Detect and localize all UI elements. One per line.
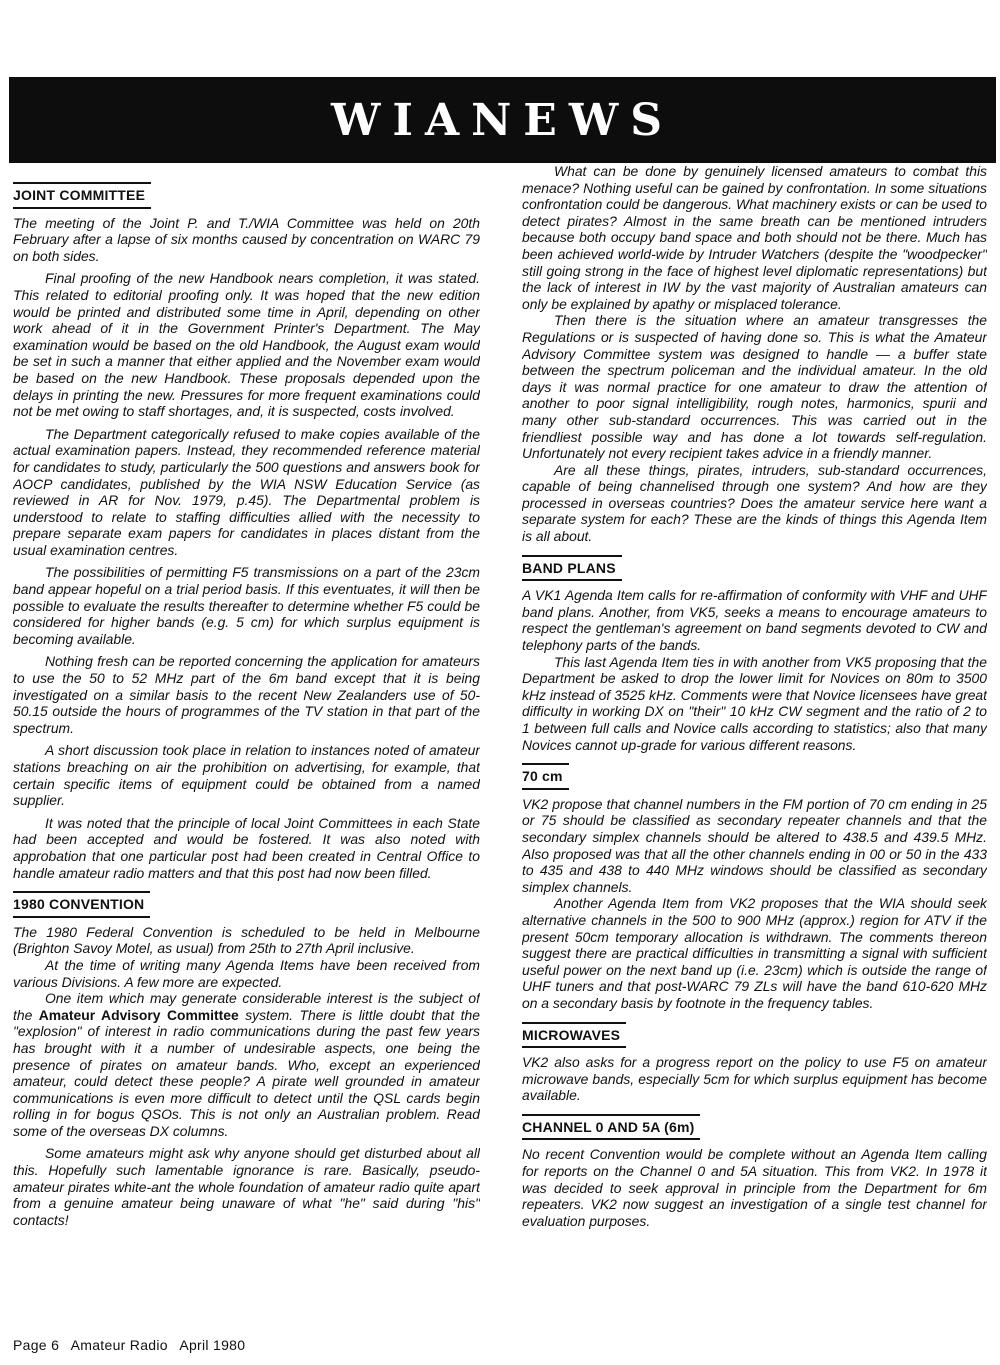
paragraph-text: system. There is little doubt that the "explosion" of interest in radio communications during the past few years has brought with it a number of undesirable aspects, one being the presence of pirates on amateur bands. Who, except an experienced amateur, could detect these people? A pirate well grounded in amateur communications is even more difficult to detect until the QSL cards begin rolling in for bogus QSOs. This is not only an Australian problem. Read some of the overseas DX columns. — [13, 1006, 480, 1139]
masthead-title: WIANEWS — [330, 95, 675, 146]
paragraph: At the time of writing many Agenda Items have been received from various Divisions. A few more are expected. — [13, 956, 480, 990]
paragraph: A VK1 Agenda Item calls for re-affirmation of conformity with VHF and UHF band plans. Another, from VK5, seeks a means to encourage amateurs to respect the gentleman's agreement on band segments devoted to CW and telephony parts of the bands. — [522, 587, 987, 654]
paragraph: Another Agenda Item from VK2 proposes that the WIA should seek alternative channels in the 500 to 900 MHz (approx.) region for ATV if the present 50cm temporary allocation is withdrawn. The comments thereon suggest there are practical difficulties in transmitting a signal with sufficient useful power on the next band up (i.e. 23cm) which is outside the range of UHF tuners and that post-WARC 79 ZLs will have the band 610-620 MHz on a secondary basis by footnote in the frequency tables. — [522, 895, 987, 1011]
paragraph: The 1980 Federal Convention is scheduled to be held in Melbourne (Brighton Savoy Motel, as usual) from 25th to 27th April inclusive. — [13, 923, 480, 957]
bold-term: Amateur Advisory Committee — [38, 1006, 239, 1023]
paragraph: What can be done by genuinely licensed amateurs to combat this menace? Nothing useful can be gained by confrontation. In some situations confrontation could be dangerous. What machinery exists or can be used to detect pirates? Almost in the same breath can be mentioned intruders because both occupy band space and both should not be there. Much has been achieved world-wide by Intruder Watchers (despite the "woodpecker" still going strong in the face of highest level diplomatic representations) but the lack of interest in IW by the vast majority of Australian amateurs can only be explained by apathy or misplaced tolerance. — [522, 163, 987, 312]
right-column — [522, 163, 987, 1313]
paragraph: Some amateurs might ask why anyone should get disturbed about all this. Hopefully such lamentable ignorance is rare. Basically, pseudo-amateur pirates white-ant the whole foundation of amateur radio quite apart from a genuine amateur being unaware of what "he" said during "his" contacts! — [13, 1145, 480, 1228]
section-heading-band-plans: BAND PLANS — [522, 555, 622, 582]
page-number: Page 6 — [13, 1337, 60, 1353]
paragraph: Are all these things, pirates, intruders, sub-standard occurrences, capable of being channelised through one system? And how are they processed in overseas countries? Does the amateur service here want a separate system for each? These are the kinds of things this Agenda Item is all about. — [522, 461, 987, 545]
paragraph: It was noted that the principle of local Joint Committees in each State had been accepted and would be fostered. It was also noted with approbation that one particular post had been created in Central Office to handle amateur radio matters and that this post had now been filled. — [13, 814, 480, 881]
paragraph: The meeting of the Joint P. and T./WIA Committee was held on 20th February after a lapse of six months caused by concentration on WARC 79 on both sides. — [13, 214, 480, 264]
section-heading-joint-committee: JOINT COMMITTEE — [13, 182, 151, 209]
paragraph: VK2 propose that channel numbers in the FM portion of 70 cm ending in 25 or 75 should be classified as secondary repeater channels and that the secondary simplex channels should be altered to 438.5 and 439.5 MHz. Also proposed was that all the other channels ending in 00 or 50 in the 433 to 435 and 438 to 440 MHz windows should be classified as secondary simplex channels. — [522, 795, 987, 895]
paragraph-text: One item which may generate considerable interest is the subject of the — [13, 990, 480, 1023]
paragraph: VK2 also asks for a progress report on the policy to use F5 on amateur microwave bands, especially 5cm for which surplus equipment has become available. — [522, 1054, 987, 1104]
publication-name: Amateur Radio — [70, 1337, 168, 1353]
paragraph: Final proofing of the new Handbook nears completion, it was stated. This related to editorial proofing only. It was hoped that the new edition would be printed and distributed some time in April, depending on other work ahead of it in the Government Printer's Department. The May examination would be based on the old Handbook, the August exam would be set in such a manner that either applied and the November exam would be based on the new Handbook. These proposals depended upon the delays in printing the new. Pressures for more frequent examinations could not be met owing to staff shortages, and, it is suspected, costs involved. — [13, 270, 480, 420]
left-column — [13, 178, 480, 1328]
section-heading-channel-0-5a: CHANNEL 0 AND 5A (6m) — [522, 1114, 700, 1141]
section-heading-1980-convention: 1980 CONVENTION — [13, 891, 150, 918]
paragraph: A short discussion took place in relation to instances noted of amateur stations breaching on air the prohibition on advertising, for example, that certain specific items of equipment could be obtained from a named supplier. — [13, 742, 480, 809]
masthead-banner — [9, 77, 996, 163]
paragraph: No recent Convention would be complete without an Agenda Item calling for reports on the Channel 0 and 5A situation. This from VK2. In 1978 it was decided to seek approval in principle from the Department for 6m repeaters. VK2 now suggest an investigation of a single test channel for evaluation purposes. — [522, 1146, 987, 1229]
section-heading-microwaves: MICROWAVES — [522, 1022, 626, 1049]
issue-date: April 1980 — [179, 1337, 246, 1353]
paragraph: The Department categorically refused to make copies available of the actual examination papers. Instead, they recommended reference material for candidates to study, particularly the 500 questions and answers book for AOCP candidates, published by the WIA NSW Education Service (as reviewed in AR for Nov. 1979, p.45). The Departmental problem is understood to relate to staffing difficulties allied with the necessity to prepare separate exam papers for candidates in places distant from the usual examination centres. — [13, 425, 480, 558]
paragraph — [13, 990, 480, 1139]
paragraph: Nothing fresh can be reported concerning the application for amateurs to use the 50 to 52 MHz part of the 6m band except that it is being investigated on a similar basis to the recent New Zealanders use of 50-50.15 outside the hours of programmes of the TV station in that part of the spectrum. — [13, 653, 480, 736]
paragraph: Then there is the situation where an amateur transgresses the Regulations or is suspected of having done so. This is what the Amateur Advisory Committee system was designed to handle — a buffer state between the spectrum policeman and the individual amateur. In the old days it was normal practice for one amateur to draw the attention of another to poor signal intelligibility, rough notes, harmonics, spurii and many other sub-standard occurrences. This was carried out in the friendliest possible way and has done a lot towards self-regulation. Unfortunately not every recipient takes advice in a friendly manner. — [522, 312, 987, 462]
section-heading-70cm: 70 cm — [522, 763, 569, 790]
paragraph: The possibilities of permitting F5 transmissions on a part of the 23cm band appear hopeful on a trial period basis. If this eventuates, it will then be possible to evaluate the results thereafter to determine whether F5 could be considered for higher bands (e.g. 5 cm) for which surplus equipment is becoming available. — [13, 564, 480, 647]
paragraph: This last Agenda Item ties in with another from VK5 proposing that the Department be asked to drop the lower limit for Novices on 80m to 3500 kHz instead of 3525 kHz. Comments were that Novice licensees have great difficulty in working DX on "their" 10 kHz CW segment and the ratio of 2 to 1 between full calls and Novice calls according to statistics; also that many Novices cannot up-grade for various different reasons. — [522, 653, 987, 753]
page-footer — [13, 1337, 253, 1353]
